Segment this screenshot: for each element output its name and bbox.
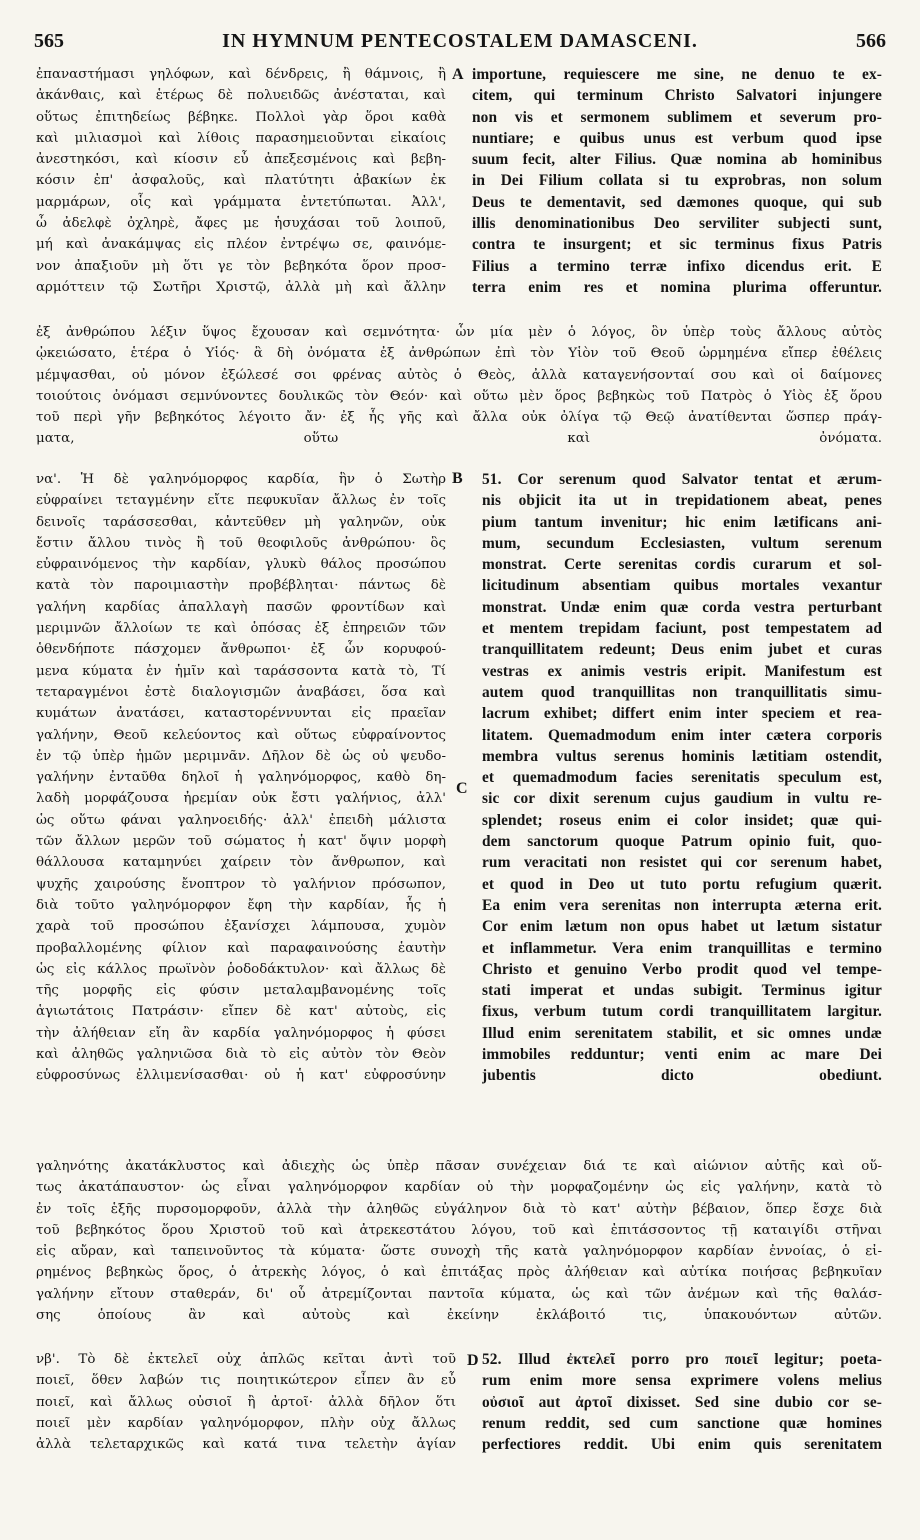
latin-column-section-2 — [482, 469, 882, 1091]
text-line: tranquillitatem redeunt; Deus enim jubet et curas — [482, 641, 882, 659]
text-line: τοῦ βεβηκότος ὅρου Χριστοῦ τοῦ καὶ ἀτρεκεστάτου λόγου, τοῦ καὶ ἐπιτάσσοντος τῇ καταιγίδι στῆναι — [36, 1222, 882, 1238]
margin-marker-a: A — [452, 66, 464, 83]
text-line: et quemadmodum facies serenitatis speculum est, — [482, 769, 882, 787]
text-line: mum, secundum Ecclesiasten, vultum serenum — [482, 534, 882, 552]
text-line: ἀνεστηκόσι, καὶ κίοσιν εὖ ἀπεξεσμένοις καὶ βεβη- — [36, 152, 446, 168]
text-line: θάλλουσα καταμηνύει χαίρειν τὸν ἄνθρωπον, καὶ — [36, 855, 446, 871]
page-header — [34, 30, 886, 58]
margin-marker-b: B — [452, 470, 463, 487]
text-line: τεταραγμένοι ἐστὲ διαλογισμῶν ἀναβάσει, ὅσα καὶ — [36, 684, 446, 700]
text-line: ἁγιωτάτοις Πατράσιν· εἴπεν δὲ κατ' αὐτοὺς, εἰς — [36, 1004, 446, 1020]
greek-column-section-1 — [36, 64, 446, 304]
text-line: ᾠκειώσατο, ἑτέρα ὁ Υἱός· ἃ δὴ ὀνόματα ἐξ ἀνθρώπων ἐπὶ τὸν Υἱὸν τοῦ Θεοῦ ὡρμημένα εἴπερ ἐθέλεις — [36, 346, 882, 362]
text-line: ρημένος βεβηκὼς ὅρος, ὁ ἀτρεκὴς λόγος, ὁ καὶ ἐπιτάξας πρὸς ἀλήθειαν καὶ αὐτίκα ποιήσας βεβηκυῖαν — [36, 1265, 882, 1281]
text-line: stati imperat et undas subigit. Terminus igitur — [482, 982, 882, 1000]
text-line: τῆς μορφῆς εἰς φύσιν μεταλαμβανομένης τοῖς — [36, 983, 446, 999]
text-line: τοῦ περὶ γῆν βεβηκότος λέγοιτο ἄν· ἐξ ἧς γῆς καὶ ἄλλα οὐκ ὀλίγα τῷ Θεῷ ἀνατίθενται ὥσπερ πράγ- — [36, 410, 882, 426]
greek-fullwidth-section-1 — [36, 322, 882, 454]
text-line: κόσιν ἐπ' ἀσφαλοῦς, καὶ πλατύτητι ἀβακίων ἐκ — [36, 173, 446, 189]
text-line: in Dei Filium collata si tu exprobras, non solum — [472, 172, 882, 190]
text-line: λαδὴ μορφάζουσα ἠρεμίαν οὐκ ἔστι γαλήνιος, ἀλλ' — [36, 791, 446, 807]
text-line: sic cor dixit serenum cujus gaudium in vultu re- — [482, 790, 882, 808]
greek-fullwidth-section-2 — [36, 1156, 882, 1332]
latin-column-section-3 — [482, 1349, 882, 1461]
text-line: ποιεῖ, καὶ ἄλλως οὐσιοῖ ἢ ἀρτοῖ· ἀλλὰ δῆλον ὅτι — [36, 1394, 456, 1410]
page-number-right: 566 — [856, 30, 886, 52]
text-line: ψυχῆς χαιρούσης ἔνοπτρον τὸ γαλήνιον πρόσωπον, — [36, 876, 446, 892]
text-line: 52. Illud ἐκτελεῖ porro pro ποιεῖ legitur; poeta- — [482, 1351, 882, 1368]
text-line: et mentem trepidam faciunt, post tempestatem ad — [482, 620, 882, 638]
text-line: ὡς οὕτω φάναι γαληνοειδής· ἀλλ' ἐπειδὴ μάλιστα — [36, 812, 446, 828]
text-line: et quod in Deo ut tuto portu refugium quærit. — [482, 875, 882, 893]
text-line: προβαλλομένης φίλιον καὶ παραφαινούσης ἑαυτὴν — [36, 940, 446, 956]
text-line: εὐφροσύνως ἐλλιμενίσασθαι· οὐ ἡ κατ' εὐφροσύνην — [36, 1068, 446, 1084]
text-line: contra te insurgent; et sic terminus fixus Patris — [472, 236, 882, 254]
text-line: ὁθενδήποτε πάσχομεν ἄνθρωποι· ἐξ ὧν κορυφού- — [36, 642, 446, 658]
text-line: ἔστιν ἄλλου τινὸς ἢ τοῦ θεοφιλοῦς ἀνθρώπου· ὃς — [36, 535, 446, 551]
text-line: monstrat. Certe serenitas cordis curarum et sol- — [482, 556, 882, 574]
text-line: Illud enim serenitatem stabilit, et sic omnes undæ — [482, 1024, 882, 1042]
text-line: ἐν τοῖς ἑξῆς πυρσομορφοῦν, ἀλλὰ τὴν ἀληθῶς εὐγάληνον διὰ τὸ κατ' αὐτὴν βέβαιον, ὅπερ ἔσχε διὰ — [36, 1201, 882, 1217]
text-line: Ea enim vera serenitas non interrupta æterna erit. — [482, 896, 882, 914]
text-line: illis denominationibus Deo serviliter subjecti sunt, — [472, 215, 882, 233]
text-line: τοιούτοις ὀνόμασι σεμνύνοντες δουλικῶς τὸν Θεόν· καὶ οὕτω μὲν ὅρος βεβηκὼς τοῦ Πατρὸς ὁ Υἱὸς ἐξ ὅρου — [36, 388, 882, 404]
text-line: εὐφραινόμενος τὴν καρδίαν, γλυκὺ θάλος προσώπου — [36, 557, 446, 573]
text-line: ὦ ἀδελφὲ ὀχληρὲ, ἄφες με ἡσυχάσαι τοῦ λοιποῦ, — [36, 216, 446, 232]
text-line: μενα κύματα ἐν ἡμῖν καὶ ταράσσοντα κατὰ τὸ, Τί — [36, 663, 446, 679]
text-line: importune, requiescere me sine, ne denuo te ex- — [472, 66, 882, 83]
text-line: γαλήνην εἴτουν σταθεράν, δι' οὗ ἀτρεμίζονται παντοῖα κύματα, ὡς καὶ τῶν ἀνέμων καὶ τῆς θαλάσ- — [36, 1286, 882, 1302]
text-line: membra vultus serenus hominis lætitiam ostendit, — [482, 747, 882, 765]
running-title: IN HYMNUM PENTECOSTALEM DAMASCENI. — [222, 30, 698, 52]
text-line: et inflammetur. Vera enim tranquillitas e termino — [482, 939, 882, 957]
greek-column-section-3 — [36, 1349, 456, 1461]
text-line: δεινοῖς ταράσσεσθαι, κἀντεῦθεν μὴ γαληνῶν, οὐκ — [36, 514, 446, 530]
text-line: γαλήνη καρδίας ἀπαλλαγὴ πασῶν φροντίδων καὶ — [36, 599, 446, 615]
text-line: τως ἀκατάπαυστον· ὡς εἶναι γαληνόμορφον καρδίαν οὐ τὴν μορφαζομένην ὡς εἰς γαλήνην, κατὰ τὸ — [36, 1180, 882, 1196]
text-line: splendet; roseus enim ei color insidet; quæ qui- — [482, 811, 882, 829]
text-line: pium tantum invenitur; hic enim lætificans ani- — [482, 513, 882, 531]
text-line: autem quod tranquillitas non tranquillitatis simu- — [482, 683, 882, 701]
text-line: citem, qui terminum Christo Salvatori injungere — [472, 87, 882, 105]
text-line: τῶν ἄλλων μερῶν τοῦ σώματος ἡ κατ' ὄψιν μορφὴ — [36, 834, 446, 850]
text-line: licitudinum absentiam quibus mortales vexantur — [482, 577, 882, 595]
text-line: Filius a termino terræ infixo dicendus erit. E — [472, 257, 882, 275]
text-line: suum fecit, alter Filius. Quæ nomina ab hominibus — [472, 151, 882, 169]
text-line: rum veracitati non resistet qui cor serenum habet, — [482, 854, 882, 872]
text-line: lacrum exhibet; differt enim inter speciem et rea- — [482, 705, 882, 723]
text-line: σης ὁποίους ἂν καὶ αὐτοὺς καὶ ἐκείνην ἐκλάβοιτό τις, ὑπακουόντων αὐτῶν. — [36, 1308, 882, 1324]
text-line: Cor enim lætum non opus habet ut lætum sistatur — [482, 918, 882, 936]
page-number-left: 565 — [34, 30, 64, 52]
greek-column-section-2 — [36, 469, 446, 1091]
text-line: να'. Ἡ δὲ γαληνόμορφος καρδία, ἣν ὁ Σωτὴρ — [36, 472, 446, 487]
text-line: nuntiare; e quibus unus est verbum quod ipse — [472, 129, 882, 147]
text-line: non vis et sermonem sublimem et severum pro- — [472, 108, 882, 126]
text-line: εὐφραίνει τεταγμένην εἴτε πεφυκυῖαν ἄλλως ἐν τοῖς — [36, 493, 446, 509]
text-line: κατὰ τὸν παροιμιαστὴν προβέβληται· πάντως δὲ — [36, 578, 446, 594]
text-line: οὕτως ἐπιτηδείως βέβηκε. Πολλοὶ γὰρ ὅροι καθὰ — [36, 109, 446, 125]
margin-marker-c: C — [456, 780, 468, 797]
text-line: αρμόττειν τῷ Σωτῆρι Χριστῷ, ἀλλὰ μὴ καὶ ἄλλην — [36, 279, 446, 295]
text-line: monstrat. Undæ enim quæ corda vestra perturbant — [482, 598, 882, 616]
text-line: ματα, οὕτω καὶ ὀνόματα. — [36, 431, 882, 447]
text-line: γαλήνην ἐνταῦθα δηλοῖ ἡ γαληνόμορφος, καθὸ δη- — [36, 770, 446, 786]
text-line: renum reddit, sed cum sanctione quæ homines — [482, 1414, 882, 1432]
text-line: διὰ τοῦτο γαληνόμορφον ἔφη τὴν καρδίαν, ἧς ἡ — [36, 897, 446, 913]
text-line: τὴν ἀλήθειαν εἴη ἂν καρδία γαληνόμορφος ἡ φύσει — [36, 1025, 446, 1041]
text-line: εἰς αὔραν, καὶ ταπεινοῦντος τὰ κύματα· ὥστε συνοχὴ τῆς κατὰ γαληνόμορφον καρδίαν ἐννοίας, ὁ εἰ- — [36, 1244, 882, 1260]
text-line: immobiles redduntur; venti enim ac mare Dei — [482, 1046, 882, 1064]
text-line: οὐσιοῖ aut ἀρτοῖ dixisset. Sed sine dubio cor se- — [482, 1393, 882, 1411]
text-line: ἐν τῷ ὑπὲρ ἡμῶν μεριμνᾶν. Δῆλον δὲ ὡς οὐ ψευδο- — [36, 748, 446, 764]
text-line: κυμάτων ἀνατάσει, καταστορέννυνται εἰς πραεῖαν — [36, 706, 446, 722]
text-line: vestras ex animis vestris eripit. Manifestum est — [482, 662, 882, 680]
text-line: dem sanctorum quoque Patrum opinio fuit, quo- — [482, 833, 882, 851]
text-line: ἀκάνθαις, καὶ ἑτέρως δὲ πολυειδῶς ἀνέσταται, καὶ — [36, 88, 446, 104]
text-line: νβ'. Τὸ δὲ ἐκτελεῖ οὐχ ἁπλῶς κεῖται ἀντὶ τοῦ — [36, 1352, 456, 1367]
text-line: ἐπαναστήμασι γηλόφων, καὶ δένδρεις, ἢ θάμνοις, ἢ — [36, 67, 446, 82]
text-line: ἐξ ἀνθρώπου λέξιν ὕψος ἔχουσαν καὶ σεμνότητα· ὧν μία μὲν ὁ λόγος, ὃν ὑπὲρ τοὺς ἄλλους αὐτὸς — [36, 325, 882, 340]
text-line: Christo et genuino Verbo prodit quod vel tempe- — [482, 960, 882, 978]
text-line: ἀλλὰ τελεταρχικῶς καὶ κατά τινα τελετὴν ἁγίαν — [36, 1437, 456, 1453]
text-line: ὡς εἰς κάλλος πρωϊνὸν ῥοδοδάκτυλον· καὶ ἄλλως δὲ — [36, 961, 446, 977]
text-line: καὶ ἀληθῶς γαληνιῶσα διὰ τὸ εἰς αὐτὸν τὸν Θεὸν — [36, 1047, 446, 1063]
text-line: litatem. Quemadmodum enim inter cætera corporis — [482, 726, 882, 744]
text-line: fixus, verbum tutum cordi tranquillitatem largitur. — [482, 1003, 882, 1021]
margin-marker-d: D — [467, 1352, 479, 1369]
text-line: νον ἀπαξιοῦν μὴ ὅτι γε τὸν βεβηκότα ὅρον προσ- — [36, 258, 446, 274]
text-line: ποιεῖ, ὅθεν λαβών τις ποιητικώτερον εἶπεν ἂν εὖ — [36, 1373, 456, 1389]
text-line: nis objicit ita ut in trepidationem abeat, penes — [482, 492, 882, 510]
text-line: perfectiores reddit. Ubi enim quis serenitatem — [482, 1436, 882, 1454]
text-line: rum enim more sensa exprimere volens melius — [482, 1372, 882, 1390]
latin-column-section-1 — [472, 64, 882, 304]
text-line: μή καὶ ἀνακάμψας εἰς πλέον ἐντρέψω σε, φαινόμε- — [36, 237, 446, 253]
text-line: μέμψασθαι, οὐ μόνον ἐξώλεσέ σοι φρένας αὐτὸς ὁ Θεὸς, ἀλλὰ καταγενήσονταί σου καὶ οἱ δαίμονες — [36, 367, 882, 383]
text-line: χαρὰ τοῦ προσώπου ἐξανίσχει λάμπουσα, χυμὸν — [36, 919, 446, 935]
text-line: μεριμνῶν ἄλλοίων τε καὶ ὁπόσας ἐξ ἐπηρειῶν τῶν — [36, 621, 446, 637]
text-line: jubentis dicto obediunt. — [482, 1067, 882, 1085]
text-line: ποιεῖ μὲν καρδίαν γαληνόμορφον, πλὴν οὐχ ἄλλως — [36, 1415, 456, 1431]
text-line: Deus te dementavit, sed dæmones quoque, qui sub — [472, 193, 882, 211]
text-line: terra enim res et nomina plurima offeruntur. — [472, 278, 882, 296]
text-line: 51. Cor serenum quod Salvator tentat et ærum- — [482, 471, 882, 488]
text-line: γαληνότης ἀκατάκλυστος καὶ ἀδιεχὴς ὡς ὑπὲρ πᾶσαν συνέχειαν διά τε καὶ αἰώνιον αὐτῆς καὶ οὕ- — [36, 1159, 882, 1174]
text-line: καὶ μιλιασμοὶ καὶ λίθοις παρασημειοῦνται εἰκαίοις — [36, 130, 446, 146]
text-line: γαλήνην, Θεοῦ κελεύοντος καὶ οὕτως εὐφραίνοντος — [36, 727, 446, 743]
text-line: μαρμάρων, οἷς καὶ γράμματα ἐντετύπωται. Ἀλλ', — [36, 194, 446, 210]
